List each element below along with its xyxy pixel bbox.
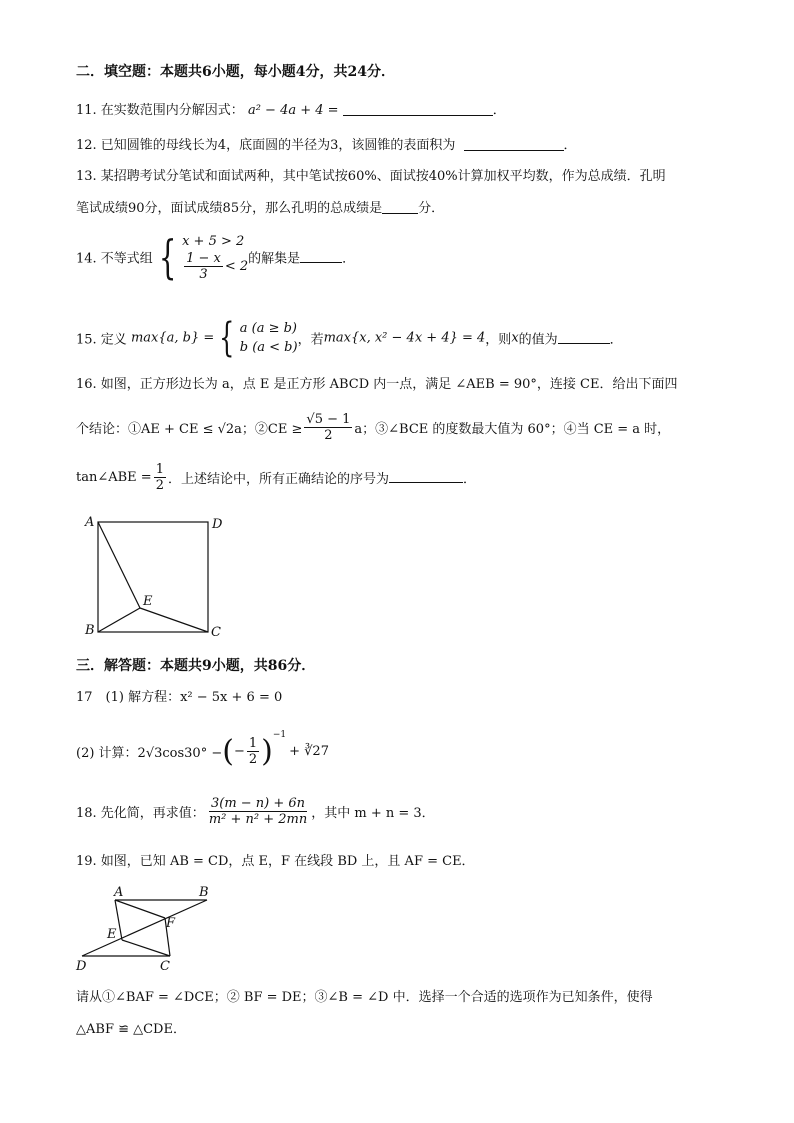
question-16-end: ． [463, 472, 477, 487]
question-11-end: ． [492, 103, 506, 118]
answer-blank-15[interactable] [558, 329, 610, 344]
answer-blank-14[interactable] [300, 248, 342, 263]
inequality-2-relation: < 2 [224, 259, 249, 274]
question-18-text: 18. 先化简，再求值： [76, 806, 205, 821]
square-figure-16 [80, 510, 230, 645]
system-brace: { [158, 230, 177, 284]
fraction-denominator: 2 [248, 752, 258, 767]
fraction-numerator: 1 − x [186, 251, 221, 266]
label-c: C [160, 959, 170, 974]
label-d: D [212, 517, 223, 532]
question-17-part2-expr: (2) 计算：2√3cos30° − [76, 746, 223, 761]
case-2: b (a < b) [239, 340, 298, 355]
section-3-heading: 三．解答题：本题共9小题，共86分． [76, 658, 316, 674]
fraction-denominator: 3 [199, 267, 208, 282]
question-16-prompt: ．上述结论中，所有正确结论的序号为 [167, 472, 389, 487]
question-15-then: ，则 [485, 332, 512, 348]
question-13-line1: 13. 某招聘考试分笔试和面试两种，其中笔试按60%、面试按40%计算加权平均数，作为总成绩．孔明 [76, 169, 666, 184]
label-f: F [166, 916, 176, 931]
question-14 [76, 232, 355, 282]
question-18-condition: ，其中 m + n = 3． [311, 806, 435, 821]
label-c: C [211, 625, 221, 640]
question-19-text: 19. 如图，已知 AB = CD，点 E，F 在线段 BD 上，且 AF = CE． [76, 854, 475, 869]
max-condition: max{x, x² − 4x + 4} = 4 [323, 330, 486, 346]
question-17-part2: (2) 计算：2√3cos30° −(− $\frac{1}{2}$ )$^{-1}$+ ∛27 [76, 730, 329, 769]
fraction-numerator: √5 − 1 [306, 412, 351, 427]
right-paren: ) [261, 734, 273, 769]
segment-ce [140, 608, 208, 632]
fraction-numerator: 1 [155, 462, 164, 477]
answer-blank-12[interactable] [464, 136, 564, 151]
inequality-1: x + 5 > 2 [182, 234, 245, 249]
question-16-line2 [76, 412, 670, 443]
question-14-end: ． [342, 251, 356, 267]
exponent: −1 [272, 730, 287, 740]
segment-ae [98, 522, 140, 608]
case-1: a (a ≥ b) [239, 321, 297, 336]
fraction-numerator: 1 [248, 736, 258, 751]
label-a: A [85, 515, 95, 530]
conclusions-3-4: a；③∠BCE 的度数最大值为 60°；④当 CE = a 时， [354, 422, 671, 437]
fraction-denominator: 2 [324, 428, 333, 443]
question-13-text: 笔试成绩90分，面试成绩85分，那么孔明的总成绩是 [76, 201, 383, 216]
max-cases [240, 319, 298, 357]
question-15-tail: 的值为 [518, 332, 558, 348]
question-14-text: 14. 不等式组 [76, 251, 153, 267]
question-15-end: ． [609, 332, 623, 348]
figure-19 [72, 880, 222, 975]
fraction-denominator: m² + n² + 2mn [208, 812, 308, 827]
question-12 [76, 136, 577, 156]
inequality-system [182, 232, 248, 282]
label-a: A [114, 885, 124, 900]
question-12-end: ． [563, 138, 577, 153]
question-15 [76, 315, 623, 361]
question-11 [76, 101, 506, 121]
question-13-end: 分． [418, 201, 445, 216]
label-d: D [76, 959, 87, 974]
section-2-heading: 二．填空题：本题共6小题，每小题4分，共24分． [76, 64, 395, 80]
question-11-text: 11. 在实数范围内分解因式： [76, 103, 244, 118]
inequality-2 [182, 251, 248, 282]
question-14-end-text: 的解集是 [248, 251, 301, 267]
variable-x: x [511, 330, 519, 346]
label-b: B [85, 623, 95, 638]
left-paren: ( [222, 734, 234, 769]
label-e: E [143, 594, 153, 609]
question-19-options: 请从①∠BAF = ∠DCE；② BF = DE；③∠B = ∠D 中．选择一个合适的选项作为已知条件，使得 [76, 990, 653, 1005]
question-18 [76, 796, 435, 827]
segment-be [98, 608, 140, 632]
fraction-numerator: 3(m − n) + 6n [210, 796, 306, 811]
answer-blank-11[interactable] [343, 101, 493, 116]
label-b: B [199, 885, 209, 900]
cases-brace: { [219, 315, 235, 361]
question-16-line1: 16. 如图，正方形边长为 a，点 E 是正方形 ABCD 内一点，满足 ∠AEB = 90°，连接 CE．给出下面四 [76, 377, 678, 392]
max-definition-lhs: max{a, b} = [130, 330, 215, 346]
square-abcd [98, 522, 208, 632]
conclusions-1-2: 个结论：①AE + CE ≤ √2a；②CE ≥ [76, 422, 303, 437]
fraction-denominator: 2 [155, 478, 164, 493]
segment-af [115, 900, 165, 918]
tan-expression: tan∠ABE = [76, 470, 152, 485]
question-17-part1: 17 (1) 解方程：x² − 5x + 6 = 0 [76, 690, 283, 705]
label-e: E [107, 927, 117, 942]
question-13-line2 [76, 199, 444, 219]
cube-root-term: + ∛27 [289, 744, 329, 759]
segment-ec [122, 940, 170, 956]
question-11-expression: a² − 4a + 4 = [247, 103, 339, 118]
question-12-text: 12. 已知圆锥的母线长为4，底面圆的半径为3，该圆锥的表面积为 [76, 138, 456, 153]
answer-blank-13[interactable] [382, 199, 418, 214]
question-15-mid: ，若 [297, 332, 324, 348]
answer-blank-16[interactable] [389, 468, 463, 483]
question-16-line3 [76, 462, 476, 493]
question-15-text: 15. 定义 [76, 332, 127, 348]
question-19-goal: △ABF ≌ △CDE． [76, 1022, 186, 1037]
